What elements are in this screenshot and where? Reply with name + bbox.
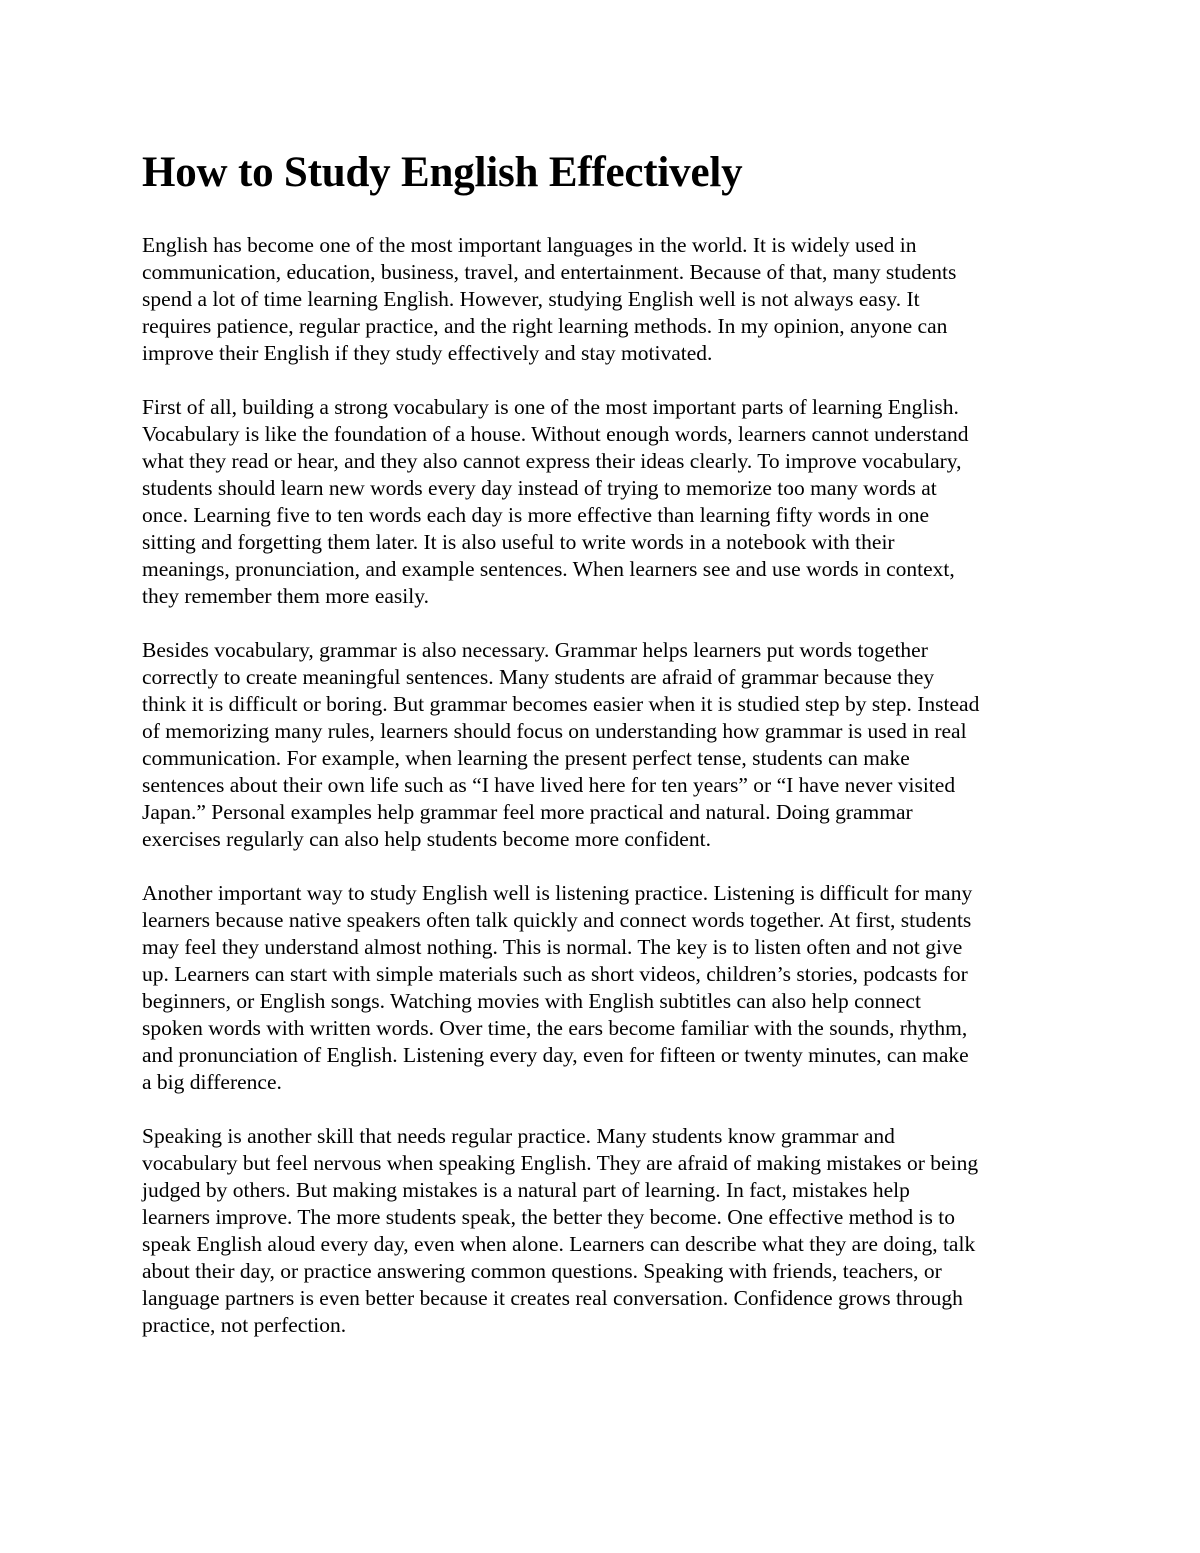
document-body [142, 144, 1062, 1366]
paragraph-vocabulary [142, 394, 1062, 610]
text-line: a big difference. [142, 1070, 282, 1094]
text-line: exercises regularly can also help students become more confident. [142, 827, 711, 851]
text-line: communication, education, business, travel, and entertainment. Because of that, many students [142, 260, 957, 284]
text-line: correctly to create meaningful sentences. Many students are afraid of grammar because they [142, 665, 935, 689]
text-line: language partners is even better because it creates real conversation. Confidence grows through [142, 1286, 963, 1310]
text-line: Vocabulary is like the foundation of a house. Without enough words, learners cannot understand [142, 422, 969, 446]
text-line: practice, not perfection. [142, 1313, 347, 1337]
text-line: about their day, or practice answering common questions. Speaking with friends, teachers, or [142, 1259, 942, 1283]
text-line: Speaking is another skill that needs regular practice. Many students know grammar and [142, 1124, 895, 1148]
text-line: meanings, pronunciation, and example sentences. When learners see and use words in context, [142, 557, 955, 581]
paragraph-introduction [142, 232, 1062, 367]
text-line: of memorizing many rules, learners should focus on understanding how grammar is used in real [142, 719, 967, 743]
text-line: spoken words with written words. Over time, the ears become familiar with the sounds, rhythm, [142, 1016, 968, 1040]
text-line: Besides vocabulary, grammar is also necessary. Grammar helps learners put words together [142, 638, 928, 662]
text-line: learners because native speakers often talk quickly and connect words together. At first, students [142, 908, 972, 932]
text-line: learners improve. The more students speak, the better they become. One effective method is to [142, 1205, 955, 1229]
text-line: may feel they understand almost nothing. This is normal. The key is to listen often and not give [142, 935, 963, 959]
text-line: sitting and forgetting them later. It is also useful to write words in a notebook with their [142, 530, 895, 554]
paragraph-speaking [142, 1123, 1062, 1339]
text-line: sentences about their own life such as “I have lived here for ten years” or “I have never visited [142, 773, 956, 797]
text-line: what they read or hear, and they also cannot express their ideas clearly. To improve vocabulary, [142, 449, 962, 473]
text-line: beginners, or English songs. Watching movies with English subtitles can also help connect [142, 989, 921, 1013]
text-line: English has become one of the most important languages in the world. It is widely used in [142, 233, 917, 257]
text-line: requires patience, regular practice, and the right learning methods. In my opinion, anyone can [142, 314, 948, 338]
document-title: How to Study English Effectively [142, 149, 743, 196]
text-line: Another important way to study English well is listening practice. Listening is difficult for many [142, 881, 973, 905]
text-line: improve their English if they study effectively and stay motivated. [142, 341, 713, 365]
text-line: Japan.” Personal examples help grammar feel more practical and natural. Doing grammar [142, 800, 913, 824]
text-line: they remember them more easily. [142, 584, 429, 608]
text-line: First of all, building a strong vocabulary is one of the most important parts of learning English. [142, 395, 959, 419]
text-line: and pronunciation of English. Listening every day, even for fifteen or twenty minutes, can make [142, 1043, 969, 1067]
text-line: spend a lot of time learning English. However, studying English well is not always easy. It [142, 287, 920, 311]
text-line: judged by others. But making mistakes is a natural part of learning. In fact, mistakes help [142, 1178, 910, 1202]
text-line: speak English aloud every day, even when alone. Learners can describe what they are doing, talk [142, 1232, 976, 1256]
paragraph-listening [142, 880, 1062, 1096]
text-line: vocabulary but feel nervous when speaking English. They are afraid of making mistakes or being [142, 1151, 979, 1175]
text-line: students should learn new words every day instead of trying to memorize too many words at [142, 476, 937, 500]
text-line: communication. For example, when learning the present perfect tense, students can make [142, 746, 910, 770]
text-line: once. Learning five to ten words each day is more effective than learning fifty words in one [142, 503, 930, 527]
text-line: think it is difficult or boring. But grammar becomes easier when it is studied step by step. Instead [142, 692, 980, 716]
paragraph-grammar [142, 637, 1062, 853]
text-line: up. Learners can start with simple materials such as short videos, children’s stories, podcasts for [142, 962, 968, 986]
